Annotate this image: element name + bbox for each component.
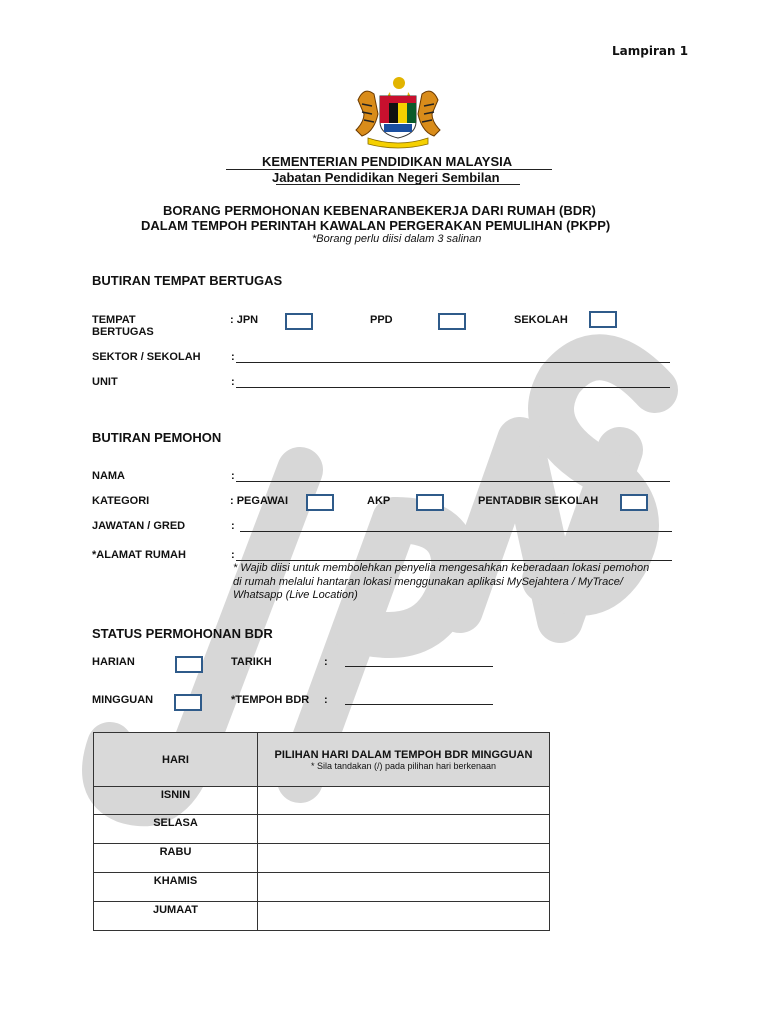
unit-colon: : xyxy=(231,376,235,388)
choice-cell-rabu[interactable] xyxy=(258,844,550,873)
pilihan-header-subtitle: * Sila tandakan (/) pada pilihan hari berkenaan xyxy=(310,760,497,771)
pegawai-checkbox[interactable] xyxy=(306,494,334,511)
alamat-note-line-2: di rumah melalui hantaran lokasi menggunakan aplikasi MySejahtera / MyTrace/ xyxy=(233,576,623,588)
tarikh-label: TARIKH xyxy=(231,656,272,668)
day-selection-table xyxy=(93,732,550,931)
pentadbir-checkbox[interactable] xyxy=(620,494,648,511)
sektor-colon: : xyxy=(231,351,235,363)
tempoh-label: *TEMPOH BDR xyxy=(231,694,310,706)
pentadbir-label: PENTADBIR SEKOLAH xyxy=(478,495,599,507)
jpn-checkbox[interactable] xyxy=(285,313,313,330)
tarikh-colon: : xyxy=(324,656,328,668)
ministry-title: KEMENTERIAN PENDIDIKAN MALAYSIA xyxy=(262,154,513,169)
day-cell: JUMAAT xyxy=(94,902,258,931)
sektor-field[interactable] xyxy=(236,362,670,363)
sekolah-checkbox[interactable] xyxy=(589,311,617,328)
status-section-heading: STATUS PERMOHONAN BDR xyxy=(92,626,273,641)
tempat-label: TEMPAT xyxy=(92,314,136,326)
mingguan-label: MINGGUAN xyxy=(92,694,154,706)
department-title: Jabatan Pendidikan Negeri Sembilan xyxy=(272,170,500,185)
table-row xyxy=(94,902,550,931)
jpn-label: : JPN xyxy=(230,314,259,326)
day-cell: SELASA xyxy=(94,815,258,844)
pegawai-label: : PEGAWAI xyxy=(230,495,289,507)
hari-header: HARI xyxy=(94,733,258,787)
pilihan-header xyxy=(258,733,550,787)
choice-cell-selasa[interactable] xyxy=(258,815,550,844)
alamat-label: *ALAMAT RUMAH xyxy=(92,549,186,561)
form-title-line-1: BORANG PERMOHONAN KEBENARANBEKERJA DARI RUMAH (BDR) xyxy=(163,203,596,218)
jawatan-label: JAWATAN / GRED xyxy=(92,520,186,532)
ppd-label: PPD xyxy=(370,314,393,326)
sekolah-label: SEKOLAH xyxy=(514,314,568,326)
day-cell: ISNIN xyxy=(94,787,258,815)
lampiran-label: Lampiran 1 xyxy=(612,44,689,58)
pilihan-header-title: PILIHAN HARI DALAM TEMPOH BDR MINGGUAN xyxy=(274,748,533,761)
applicant-section-heading: BUTIRAN PEMOHON xyxy=(92,430,222,445)
table-row xyxy=(94,844,550,873)
nama-field[interactable] xyxy=(236,481,670,482)
ppd-checkbox[interactable] xyxy=(438,313,466,330)
choice-cell-isnin[interactable] xyxy=(258,787,550,815)
harian-checkbox[interactable] xyxy=(175,656,203,673)
alamat-note-line-1: * Wajib diisi untuk membolehkan penyelia mengesahkan keberadaan lokasi pemohon xyxy=(233,562,650,574)
tempoh-field[interactable] xyxy=(345,704,493,705)
workplace-section-heading: BUTIRAN TEMPAT BERTUGAS xyxy=(92,273,283,288)
harian-label: HARIAN xyxy=(92,656,135,668)
jawatan-field[interactable] xyxy=(240,531,672,532)
akp-label: AKP xyxy=(367,495,391,507)
tempoh-colon: : xyxy=(324,694,328,706)
choice-cell-khamis[interactable] xyxy=(258,873,550,902)
table-row xyxy=(94,815,550,844)
copies-note: *Borang perlu diisi dalam 3 salinan xyxy=(312,233,482,245)
sektor-label: SEKTOR / SEKOLAH xyxy=(92,351,201,363)
kategori-label: KATEGORI xyxy=(92,495,150,507)
alamat-colon: : xyxy=(231,549,235,561)
tarikh-field[interactable] xyxy=(345,666,493,667)
alamat-note-line-3: Whatsapp (Live Location) xyxy=(233,589,358,601)
day-cell: RABU xyxy=(94,844,258,873)
akp-checkbox[interactable] xyxy=(416,494,444,511)
bertugas-label: BERTUGAS xyxy=(92,326,154,338)
day-cell: KHAMIS xyxy=(94,873,258,902)
nama-label: NAMA xyxy=(92,470,125,482)
table-row xyxy=(94,873,550,902)
coat-of-arms-icon xyxy=(350,74,446,150)
choice-cell-jumaat[interactable] xyxy=(258,902,550,931)
unit-label: UNIT xyxy=(92,376,118,388)
form-title-line-2: DALAM TEMPOH PERINTAH KAWALAN PERGERAKAN PEMULIHAN (PKPP) xyxy=(141,218,611,233)
mingguan-checkbox[interactable] xyxy=(174,694,202,711)
table-row xyxy=(94,787,550,815)
jawatan-colon: : xyxy=(231,520,235,532)
nama-colon: : xyxy=(231,470,235,482)
unit-field[interactable] xyxy=(236,387,670,388)
